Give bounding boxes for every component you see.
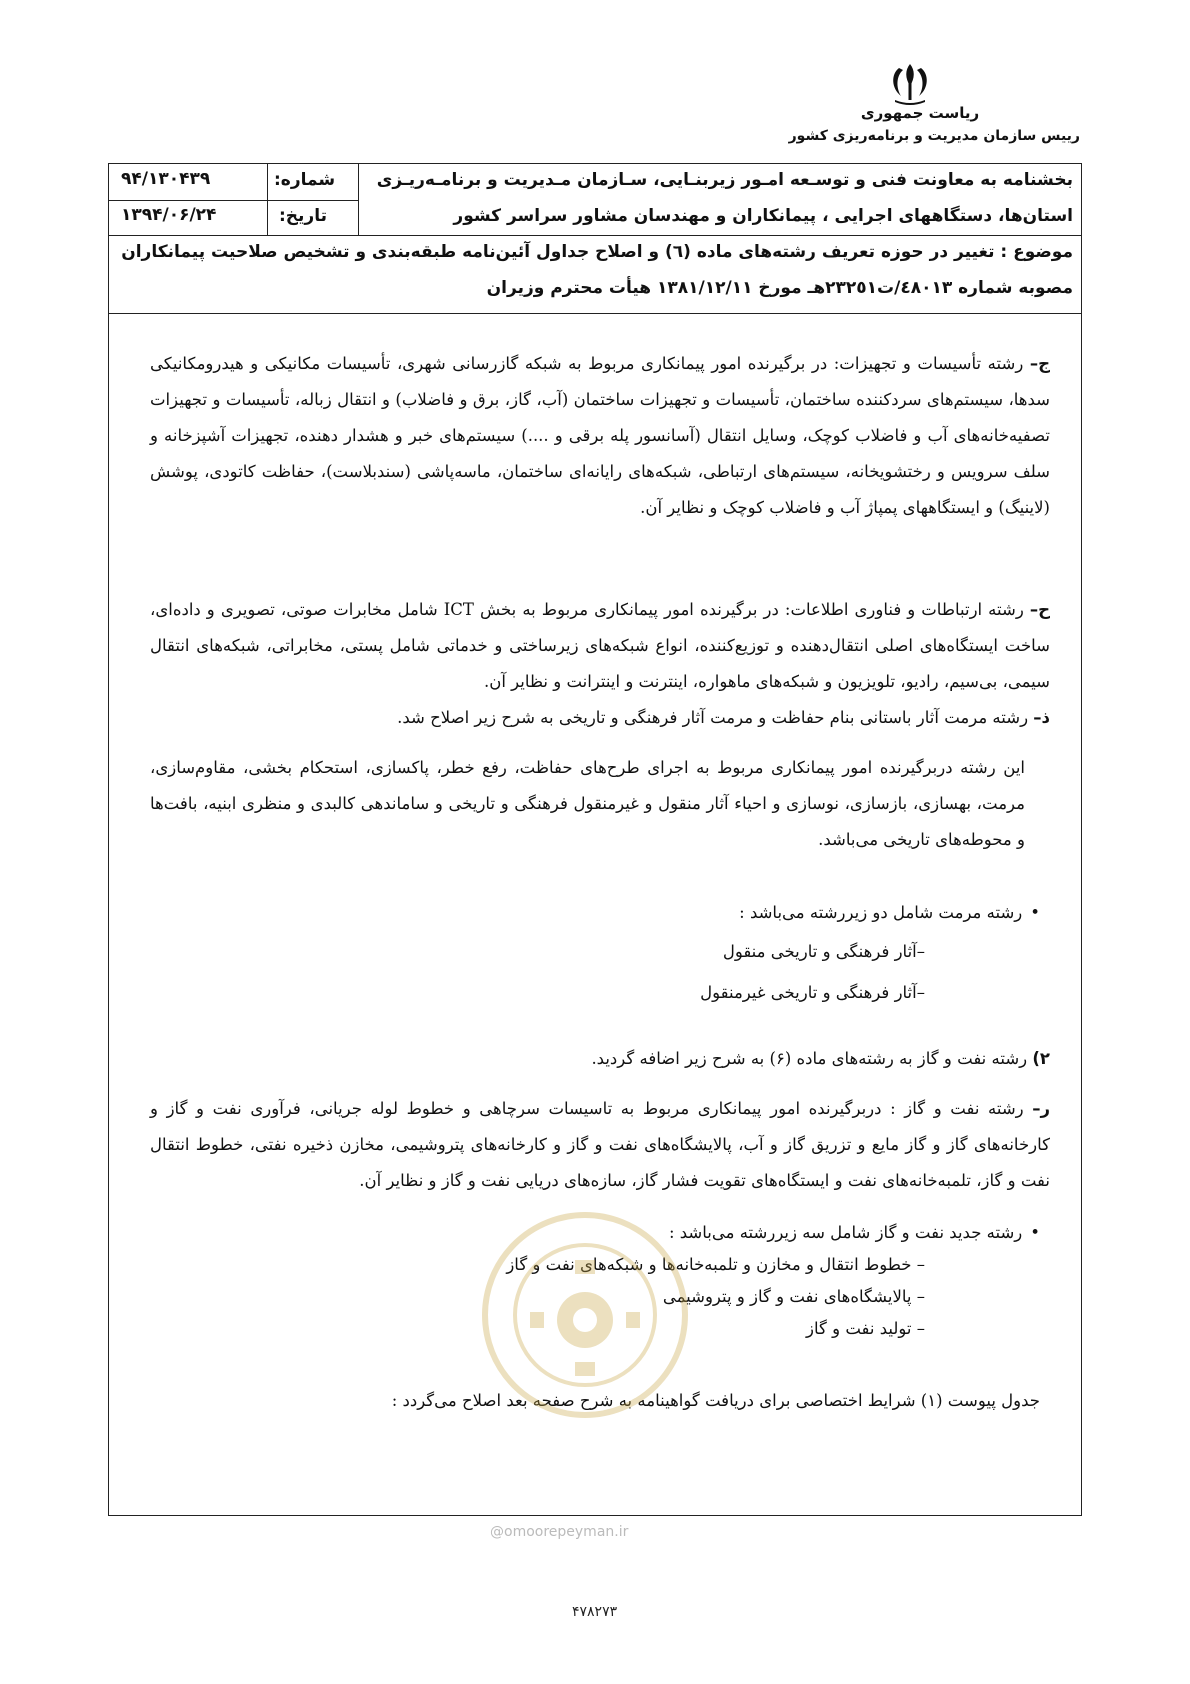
number-label: شماره:: [274, 170, 336, 190]
sub-item-pipelines: – خطوط انتقال و مخازن و تلمبه‌خانه‌ها و شبکه‌های نفت و گاز: [506, 1255, 925, 1274]
paragraph-text-h: رشته ارتباطات و فناوری اطلاعات: در برگیرنده امور پیمانکاری مربوط به بخش ICT شامل مخابرات صوتی، تصویری و داده‌ای، ساخت ایستگاه‌های اصلی انتقال‌دهنده و توزیع‌کننده، انواع شبکه‌های زیرساختی و خدماتی شامل پستی، مخابراتی، شبکه‌های انتقال سیمی، بی‌سیم، رادیو، تلویزیون و شبکه‌های ماهواره، اینترنت و اینترانت و نظایر آن.: [150, 600, 1050, 691]
number-value: ۹۴/۱۳۰۴۳۹: [121, 169, 211, 189]
paragraph-table-note: جدول پیوست (۱) شرایط اختصاصی برای دریافت گواهینامه به شرح صفحه بعد اصلاح می‌گردد :: [391, 1391, 1040, 1410]
paragraph-text-r: رشته نفت و گاز : دربرگیرنده امور پیمانکاری مربوط به تاسیسات سرچاهی و خطوط لوله جریانی، فرآوری نفت و گاز و کارخانه‌های گاز و گاز مایع و تزریق گاز و آب، پالایشگاه‌های نفت و گاز و کارخانه‌های پتروشیمی، مخازن ذخیره نفتی، خطوط انتقال نفت و گاز، تلمبه‌خانه‌های نفت و ایستگاه‌های تقویت فشار گاز، سازه‌های دریایی نفت و گاز و نظایر آن.: [150, 1099, 1050, 1190]
iran-emblem-icon: [885, 60, 935, 106]
paragraph-add-oil: [150, 1041, 1050, 1077]
sub-item-manghool: –آثار فرهنگی و تاریخی منقول: [722, 942, 925, 961]
paragraph-label-r: ر–: [1032, 1099, 1050, 1118]
paragraph-marammat: [150, 700, 1050, 736]
sub-item-refineries: – پالایشگاه‌های نفت و گاز و پتروشیمی: [662, 1287, 925, 1306]
page-number: ۴۷۸۲۷۳: [572, 1604, 618, 1620]
bullet-oil-gas: • رشته جدید نفت و گاز شامل سه زیررشته می‌باشد :: [340, 1217, 1040, 1249]
paragraph-ict: [150, 592, 1050, 700]
site-watermark: @omoorepeyman.ir: [490, 1524, 629, 1540]
subject-line-2: مصوبه شماره ٤٨٠١٣/ت٢٣٢٥١هـ مورخ ۱۳۸۱/۱۲/۱۱ هیأت محترم وزیران: [486, 278, 1073, 298]
bullet-marammat: • رشته مرمت شامل دو زیررشته می‌باشد :: [340, 895, 1040, 931]
paragraph-label-2: ۲): [1032, 1049, 1050, 1068]
addressee-line-2: استان‌ها، دستگاههای اجرایی ، پیمانکاران و مهندسان مشاور سراسر کشور: [453, 206, 1073, 226]
paragraph-text-z: رشته مرمت آثار باستانی بنام حفاظت و مرمت آثار فرهنگی و تاریخی به شرح زیر اصلاح شد.: [397, 708, 1034, 727]
paragraph-text-2: رشته نفت و گاز به رشته‌های ماده (۶) به شرح زیر اضافه گردید.: [591, 1049, 1033, 1068]
watermark-seal-icon: [470, 1200, 700, 1430]
presidency-title: ریاست جمهوری: [860, 104, 980, 122]
subject-row: [109, 236, 1081, 314]
paragraph-label-j: ج–: [1029, 354, 1050, 373]
paragraph-marammat-def: این رشته دربرگیرنده امور پیمانکاری مربوط به اجرای طرح‌های حفاظت، رفع خطر، پاکسازی، استحکام بخشی، مقاوم‌سازی، مرمت، بهسازی، بازسازی، نوسازی و احیاء آثار منقول و غیرمنقول فرهنگی و تاریخی و ساماندهی کالبدی و منظری ابنیه، بافت‌ها و محوطه‌های تاریخی می‌باشد.: [150, 758, 1025, 849]
subject-line-1: موضوع : تغییر در حوزه تعریف رشته‌های ماده (٦) و اصلاح جداول آئین‌نامه طبقه‌بندی و تشخیص صلاحیت پیمانکاران: [121, 242, 1073, 262]
head-title: رییس سازمان مدیریت و برنامه‌ریزی کشور: [788, 128, 1080, 144]
paragraph-oil-gas: [150, 1091, 1050, 1199]
date-label: تاریخ:: [279, 206, 327, 226]
paragraph-label-z: ذ–: [1033, 708, 1050, 727]
date-value: ۱۳۹۴/۰۶/۲۴: [121, 205, 217, 225]
addressee-row: [109, 164, 1081, 236]
sub-item-gheirmanghool: –آثار فرهنگی و تاریخی غیرمنقول: [700, 983, 925, 1002]
paragraph-label-h: ح–: [1029, 600, 1050, 619]
addressee-line-1: بخشنامه به معاونت فنی و توسـعه امـور زیربنـایی، سـازمان مـدیریت و برنامـه‌ریـزی: [376, 170, 1073, 190]
sub-item-production: – تولید نفت و گاز: [806, 1319, 925, 1338]
meta-separator: [109, 200, 358, 201]
divider-1: [358, 164, 359, 236]
paragraph-text-j: رشته تأسیسات و تجهیزات: در برگیرنده امور پیمانکاری مربوط به شبکه گازرسانی شهری، تأسیسات مکانیکی و هیدرومکانیکی سدها، سیستم‌های سردکننده ساختمان، تأسیسات و تجهیزات ساختمان (آب، گاز، برق و فاضلاب) و انتقال زباله، تأسیسات و تجهیزات تصفیه‌خانه‌های آب و فاضلاب کوچک، وسایل انتقال (آسانسور پله برقی و ....) سیستم‌های خبر و هشدار دهنده، تجهیزات آشپزخانه و سلف سرویس و رختشویخانه، سیستم‌های ارتباطی، شبکه‌های رایانه‌ای ساختمان، ماسه‌پاشی (سندبلاست)، حفاظت کاتودی، پوشش (لاینیگ) و ایستگاههای پمپاژ آب و فاضلاب کوچک و نظایر آن.: [150, 354, 1050, 517]
paragraph-tasisat: [150, 346, 1050, 526]
